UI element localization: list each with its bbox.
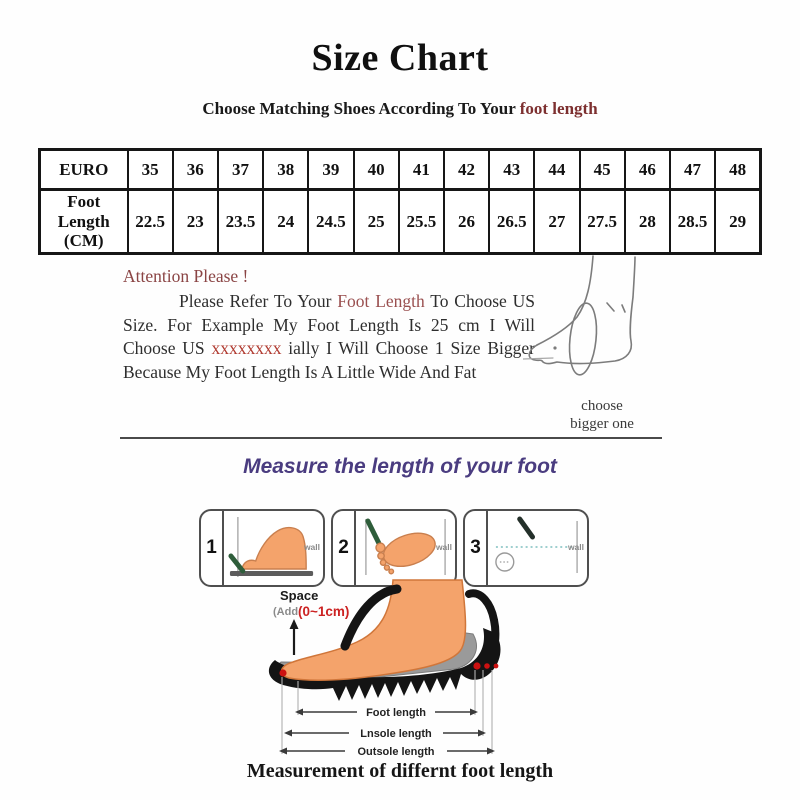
red-dot <box>494 664 499 669</box>
wall-label: wall <box>303 542 320 552</box>
red-dot <box>279 669 286 676</box>
size-cell: 27.5 <box>580 190 625 254</box>
size-cell: 38 <box>263 150 308 190</box>
attention-highlight: Foot Length <box>337 291 425 311</box>
size-cell: 37 <box>218 150 263 190</box>
size-cell: 42 <box>444 150 489 190</box>
size-cell: 41 <box>399 150 444 190</box>
foot-length-label: Foot length <box>366 707 426 719</box>
space-label: Space <box>280 588 319 603</box>
attention-paragraph <box>123 290 535 384</box>
space-add-label: (Add <box>273 606 299 618</box>
page-title: Size Chart <box>311 37 489 79</box>
size-table-header-cell: EURO <box>40 150 128 190</box>
size-cell: 36 <box>173 150 218 190</box>
attention-heading: Attention Please ! <box>123 266 249 286</box>
measure-heading: Measure the length of your foot <box>243 455 557 478</box>
choose-bigger-line: bigger one <box>570 415 634 432</box>
step-panel-3 <box>463 509 589 587</box>
wall-label: wall <box>435 542 452 552</box>
subtitle-highlight: foot length <box>519 99 598 118</box>
size-cell: 28.5 <box>670 190 715 254</box>
bottom-caption: Measurement of differnt foot length <box>246 760 554 782</box>
size-cell: 29 <box>715 190 760 254</box>
size-table-row-footlength <box>40 190 761 254</box>
size-cell: 27 <box>534 190 579 254</box>
attention-censored: xxxxxxxx <box>211 338 282 358</box>
size-cell: 26 <box>444 190 489 254</box>
outsole-length-label: Outsole length <box>357 746 435 758</box>
size-cell: 44 <box>534 150 579 190</box>
step-panel-2 <box>331 509 457 587</box>
size-cell: 22.5 <box>128 190 173 254</box>
wall-label: wall <box>567 542 584 552</box>
size-cell: 24 <box>263 190 308 254</box>
step-number: 2 <box>333 511 356 585</box>
choose-bigger-note <box>543 398 661 433</box>
size-cell: 35 <box>128 150 173 190</box>
red-dot <box>484 663 490 669</box>
size-cell: 25 <box>354 190 399 254</box>
choose-bigger-line: choose <box>581 398 623 414</box>
insole-length-label: Lnsole length <box>360 728 432 740</box>
space-value-label: (0~1cm) <box>298 604 350 619</box>
attention-text: ially I Will Choose 1 Size Bigger Because My Foot Length Is A Little Wide And Fat <box>123 338 535 382</box>
size-cell: 39 <box>308 150 353 190</box>
foot-sketch-illustration <box>523 253 668 403</box>
step-number: 1 <box>201 511 224 585</box>
steps-row <box>199 509 589 587</box>
subtitle-text: Choose Matching Shoes According To Your <box>202 99 520 118</box>
size-cell: 23 <box>173 190 218 254</box>
size-cell: 25.5 <box>399 190 444 254</box>
size-cell: 46 <box>625 150 670 190</box>
size-cell: 47 <box>670 150 715 190</box>
size-cell: 28 <box>625 190 670 254</box>
size-cell: 45 <box>580 150 625 190</box>
step-number: 3 <box>465 511 488 585</box>
size-table <box>38 148 762 255</box>
space-arrow <box>290 619 299 655</box>
size-cell: 23.5 <box>218 190 263 254</box>
page-subtitle <box>0 99 800 119</box>
step-panel-1 <box>199 509 325 587</box>
attention-section <box>123 266 535 384</box>
size-cell: 40 <box>354 150 399 190</box>
red-dot <box>473 662 480 669</box>
size-table-row-euro <box>40 150 761 190</box>
size-cell: 43 <box>489 150 534 190</box>
attention-text: To Choose US Size. For Example My Foot Length Is 25 cm I Will Choose US <box>123 291 535 358</box>
size-cell: 26.5 <box>489 190 534 254</box>
size-cell: 48 <box>715 150 760 190</box>
size-table-header-cell: Foot Length (CM) <box>40 190 128 254</box>
attention-text: Please Refer To Your <box>179 291 338 311</box>
size-cell: 24.5 <box>308 190 353 254</box>
section-divider <box>120 437 662 439</box>
measuring-tape-ellipse <box>566 302 599 376</box>
shoe-measurement-diagram <box>245 578 555 773</box>
